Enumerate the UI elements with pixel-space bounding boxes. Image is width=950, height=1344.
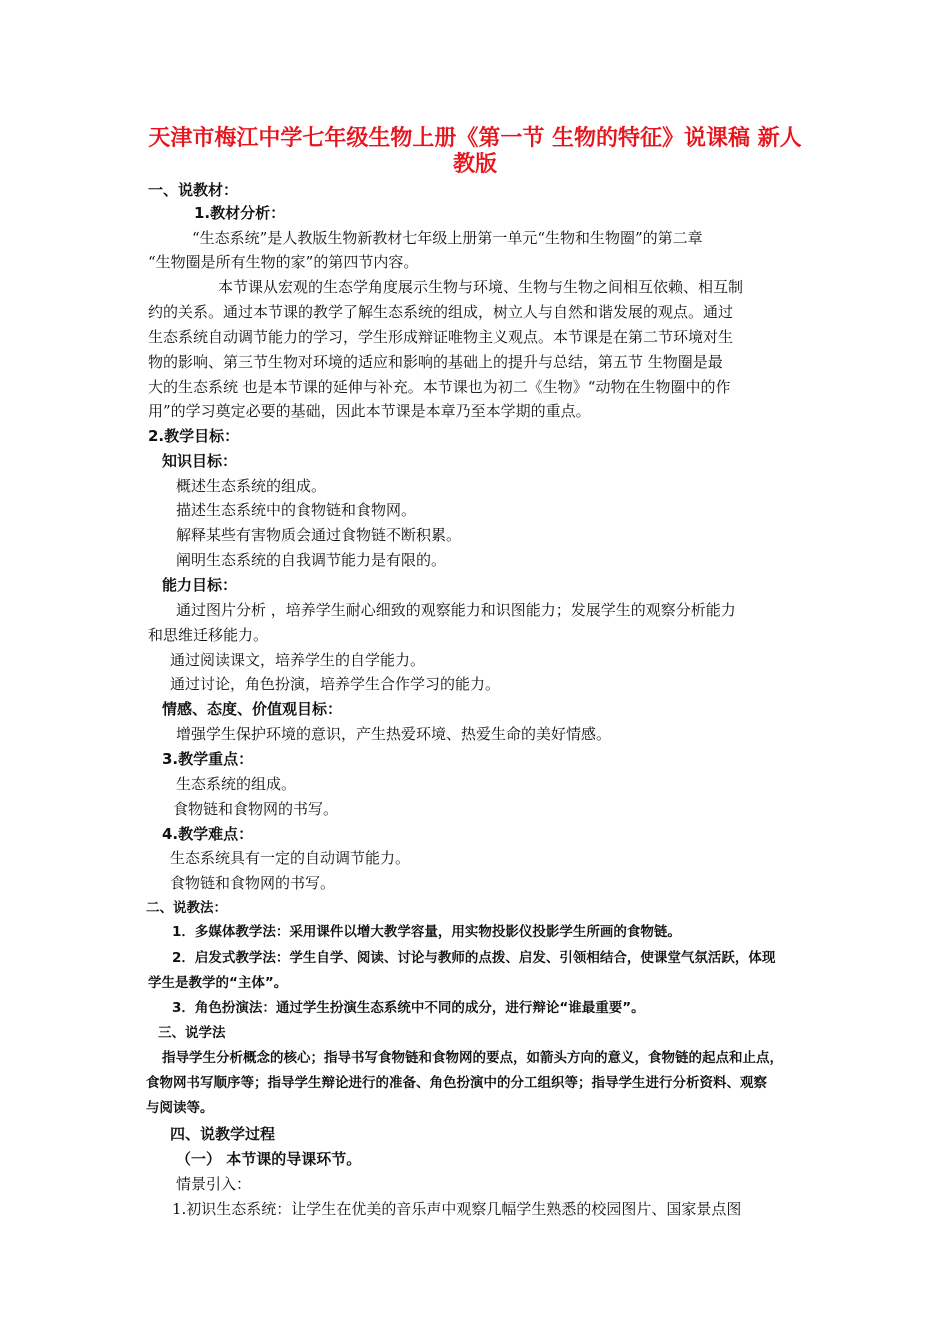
paragraph-line: “生物圈是所有生物的家”的第四节内容。 — [148, 253, 419, 271]
section-4-heading: 四、说教学过程 — [170, 1125, 276, 1143]
paragraph-line: “生态系统”是人教版生物新教材七年级上册第一单元“生物和生物圈”的第二章 — [192, 229, 703, 247]
list-item: 3．角色扮演法：通过学生扮演生态系统中不同的成分，进行辩论“谁最重要”。 — [172, 1000, 645, 1016]
list-item: 增强学生保护环境的意识，产生热爱环境、热爱生命的美好情感。 — [176, 725, 612, 743]
paragraph-line: 用”的学习奠定必要的基础，因此本节课是本章乃至本学期的重点。 — [148, 402, 591, 420]
ability-goals-heading: 能力目标： — [162, 576, 238, 594]
paragraph-line: 1.初识生态系统：让学生在优美的音乐声中观察几幅学生熟悉的校园图片、国家景点图 — [172, 1200, 742, 1218]
paragraph-line: 指导学生分析概念的核心；指导书写食物链和食物网的要点，如箭头方向的意义，食物链的起点和止点， — [162, 1050, 783, 1066]
paragraph-line: 情景引入： — [176, 1175, 252, 1193]
knowledge-goals-heading: 知识目标： — [162, 452, 238, 470]
section-3-heading: 三、说学法 — [158, 1025, 226, 1041]
list-item: 阐明生态系统的自我调节能力是有限的。 — [176, 551, 447, 569]
list-item: 2．启发式教学法：学生自学、阅读、讨论与教师的点拨、启发、引领相结合，使课堂气氛活跃，体现 — [172, 950, 776, 966]
paragraph-line: 约的关系。通过本节课的教学了解生态系统的组成，树立人与自然和谐发展的观点。通过 — [148, 303, 734, 321]
subsection-heading: （一） 本节课的导课环节。 — [176, 1150, 362, 1168]
list-item: 概述生态系统的组成。 — [176, 477, 327, 495]
subsection-3-heading: 3.教学重点： — [162, 750, 254, 768]
section-1-heading: 一、说教材： — [148, 181, 239, 199]
list-item: 生态系统的组成。 — [176, 775, 297, 793]
document-title: 天津市梅江中学七年级生物上册《第一节 生物的特征》说课稿 新人教版 — [148, 126, 802, 177]
subsection-4-heading: 4.教学难点： — [162, 825, 254, 843]
subsection-1-heading: 1.教材分析： — [194, 204, 286, 222]
list-item: 和思维迁移能力。 — [148, 626, 269, 644]
list-item: 食物链和食物网的书写。 — [173, 800, 339, 818]
list-item: 通过讨论，角色扮演，培养学生合作学习的能力。 — [170, 675, 501, 693]
section-2-heading: 二、说教法： — [146, 900, 227, 916]
paragraph-line: 生态系统自动调节能力的学习，学生形成辩证唯物主义观点。本节课是在第二节环境对生 — [148, 328, 734, 346]
list-item: 生态系统具有一定的自动调节能力。 — [170, 849, 411, 867]
list-item: 描述生态系统中的食物链和食物网。 — [176, 501, 417, 519]
list-item: 解释某些有害物质会通过食物链不断积累。 — [176, 526, 462, 544]
subsection-2-heading: 2.教学目标： — [148, 427, 240, 445]
paragraph-line: 食物网书写顺序等；指导学生辩论进行的准备、角色扮演中的分工组织等；指导学生进行分析资料、观察 — [146, 1075, 767, 1091]
paragraph-line: 大的生态系统 也是本节课的延伸与补充。本节课也为初二《生物》“动物在生物圈中的作 — [148, 378, 731, 396]
paragraph-line: 与阅读等。 — [146, 1100, 214, 1116]
list-item: 食物链和食物网的书写。 — [170, 874, 336, 892]
emotion-goals-heading: 情感、态度、价值观目标： — [162, 700, 343, 718]
paragraph-line: 物的影响、第三节生物对环境的适应和影响的基础上的提升与总结，第五节 生物圈是最 — [148, 353, 723, 371]
list-item: 通过图片分析 ，培养学生耐心细致的观察能力和识图能力；发展学生的观察分析能力 — [176, 601, 736, 619]
list-item: 1．多媒体教学法：采用课件以增大教学容量，用实物投影仪投影学生所画的食物链。 — [172, 924, 681, 940]
list-item: 通过阅读课文，培养学生的自学能力。 — [170, 651, 426, 669]
paragraph-line: 本节课从宏观的生态学角度展示生物与环境、生物与生物之间相互依赖、相互制 — [218, 278, 744, 296]
list-item: 学生是教学的“主体”。 — [148, 975, 288, 991]
